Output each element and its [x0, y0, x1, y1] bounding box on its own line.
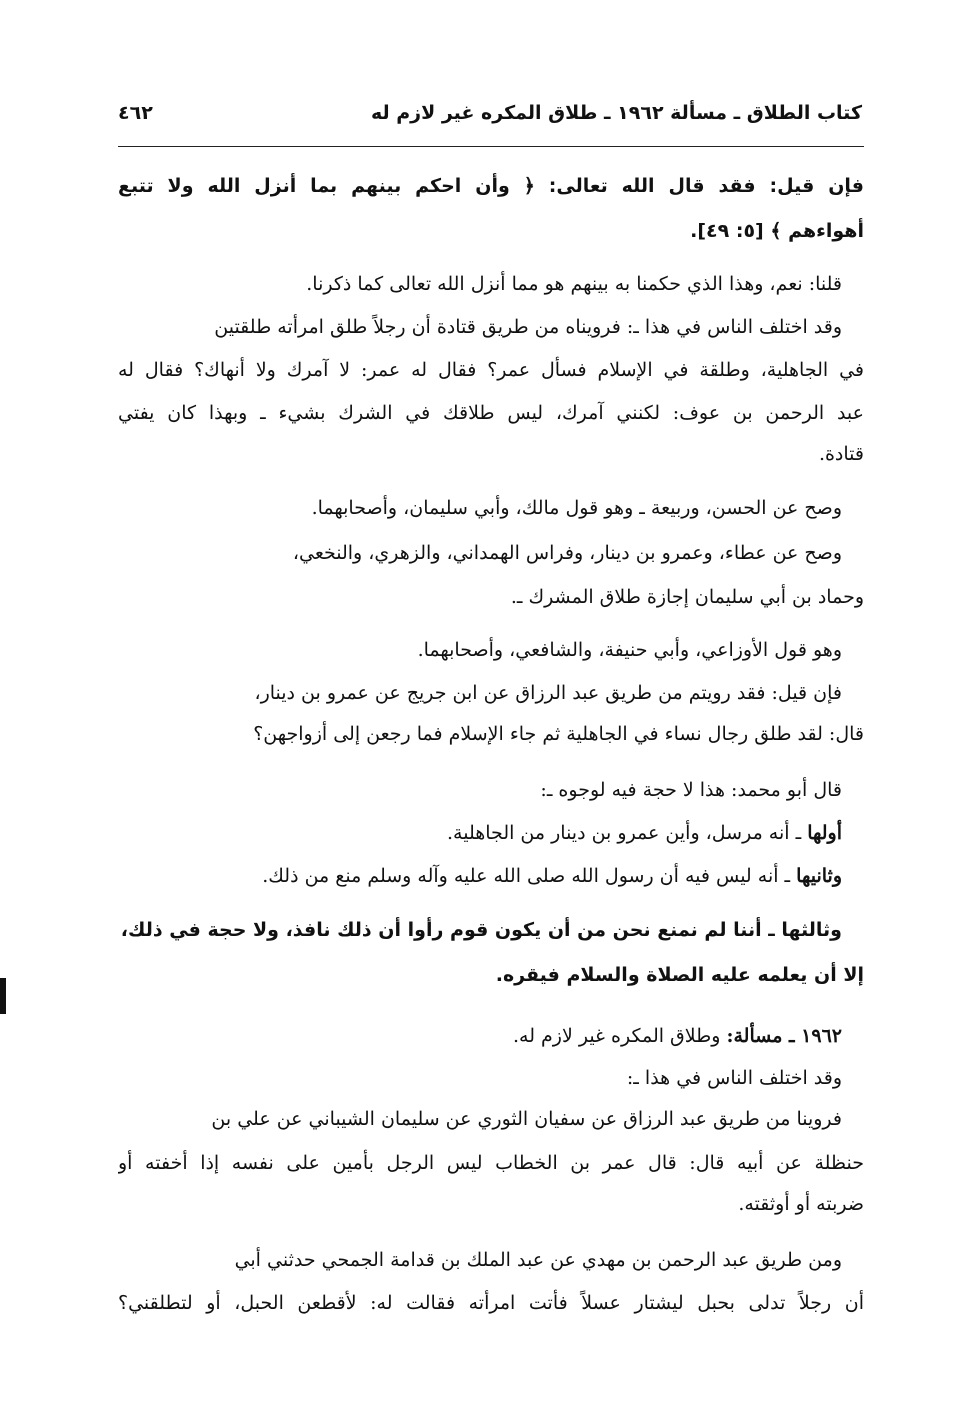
- text-line-content: فروينا من طريق عبد الرزاق عن سفيان الثوري عن سليمان الشيباني عن علي بن: [211, 1108, 842, 1130]
- point-text: ـ أننا لم نمنع نحن من أن يكون قوم رأوا أن ذلك نافذ، ولا حجة في ذلك،: [120, 919, 782, 941]
- text-line: [118, 910, 864, 950]
- text-line: [118, 630, 864, 670]
- text-line: عبد الرحمن بن عوف: لكنني آمرك، ليس طلاقك في الشرك بشيء ـ وبهذا كان يفتي: [118, 402, 864, 424]
- text-line: [118, 1240, 864, 1280]
- text-line: أن رجلاً تدلى بحبل ليشتار عسلاً فأتت امرأته فقالت له: لأقطعن الحبل، أو لتطلقني؟: [118, 1292, 864, 1314]
- text-line-content: وقد اختلف الناس في هذا ـ:: [626, 1067, 842, 1089]
- point-text: ـ أنه ليس فيه أن رسول الله صلى الله عليه وآله وسلم منع من ذلك.: [262, 865, 797, 887]
- text-line-content: قلنا: نعم، وهذا الذي حكمنا به بينهم هو مما أنزل الله تعالى كما ذكرنا.: [306, 273, 842, 295]
- text-line: [118, 488, 864, 528]
- text-line: [118, 1016, 864, 1056]
- text-line: [118, 813, 864, 853]
- text-line-content: وقد اختلف الناس في هذا ـ: فرويناه من طريق قتادة أن رجلاً طلق امرأته طلقتين: [214, 316, 842, 338]
- text-line: فإن قيل: فقد قال الله تعالى: ﴿ وأن احكم بينهم بما أنزل الله ولا تتبع: [118, 175, 864, 197]
- text-line: [118, 533, 864, 573]
- text-line: أهواءهم ﴾ [٥: ٤٩].: [690, 220, 864, 242]
- point-label: أولها: [807, 822, 842, 844]
- page-body: [118, 0, 864, 1410]
- text-line: قتادة.: [818, 443, 864, 465]
- text-line-content: وصح عن الحسن، وربيعة ـ وهو قول مالك، وأبي سليمان، وأصحابهما.: [311, 497, 842, 519]
- issue-number: ١٩٦٢ ـ مسألة:: [726, 1025, 842, 1047]
- text-line: [118, 1058, 864, 1098]
- point-text: ـ أنه مرسل، وأين عمرو بن دينار من الجاهلية.: [447, 822, 808, 844]
- text-line: [118, 770, 864, 810]
- text-line: في الجاهلية، وطلقة في الإسلام فسأل عمر؟ فقال له عمر: لا آمرك ولا أنهاك؟ فقال له: [118, 359, 864, 381]
- text-line-content: قال أبو محمد: هذا لا حجة فيه لوجوه ـ:: [540, 779, 842, 801]
- text-line: ضربته أو أوثقته.: [738, 1193, 864, 1215]
- text-line-content: ومن طريق عبد الرحمن بن مهدي عن عبد الملك بن قدامة الجمحي حدثني أبي: [234, 1249, 842, 1271]
- running-title: كتاب الطلاق ـ مسألة ١٩٦٢ ـ طلاق المكره غير لازم له: [370, 102, 862, 124]
- text-line-content: فإن قيل: فقد رويتم من طريق عبد الرزاق عن ابن جريج عن عمرو بن دينار،: [254, 682, 842, 704]
- page-number: ٤٦٢: [118, 102, 153, 124]
- issue-title: وطلاق المكره غير لازم له.: [512, 1025, 727, 1047]
- text-line: قال: لقد طلق رجال نساء في الجاهلية ثم جاء الإسلام فما رجعن إلى أزواجهن؟: [253, 723, 864, 745]
- point-label: وثانيها: [796, 865, 842, 887]
- text-line-content: وهو قول الأوزاعي، وأبي حنيفة، والشافعي، وأصحابهما.: [417, 639, 842, 661]
- text-line: [118, 673, 864, 713]
- text-line-content: وصح عن عطاء، وعمرو بن دينار، وفراس الهمداني، والزهري، والنخعي،: [292, 542, 842, 564]
- text-line: إلا أن يعلمه عليه الصلاة والسلام فيقره.: [495, 964, 864, 986]
- text-line: وحماد بن أبي سليمان إجازة طلاق المشرك ـ.: [510, 586, 864, 608]
- point-label: وثالثها: [781, 919, 842, 941]
- text-line: [118, 307, 864, 347]
- text-line: [118, 1099, 864, 1139]
- text-line: [118, 856, 864, 896]
- text-line: [118, 264, 864, 304]
- text-line: حنظلة عن أبيه قال: قال عمر بن الخطاب ليس الرجل بأمين على نفسه إذا أخفته أو: [118, 1152, 864, 1174]
- scan-edge-mark: [0, 978, 6, 1014]
